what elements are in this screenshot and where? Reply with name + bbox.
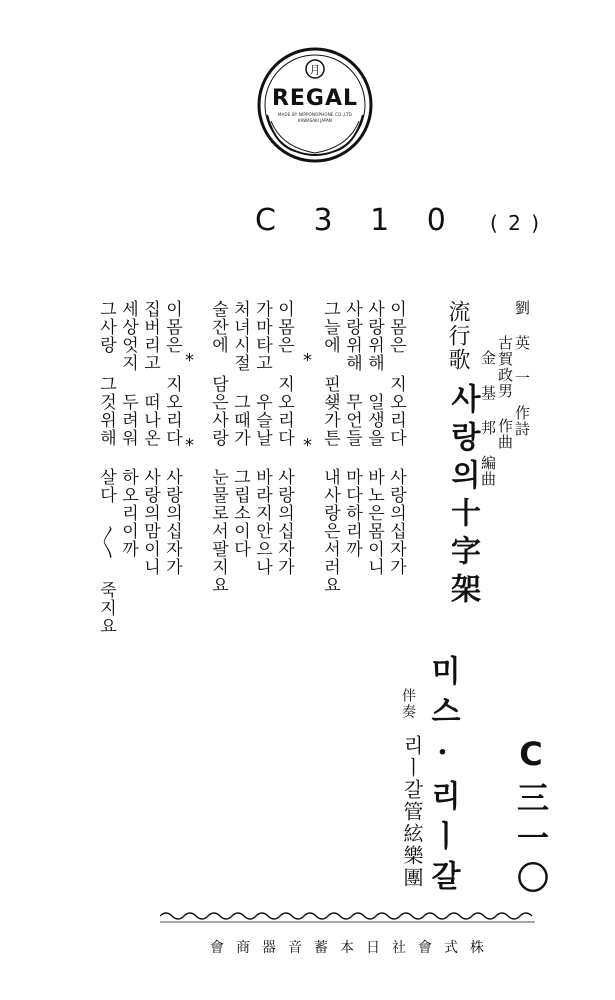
orchestra-name: 리ㅣ갈管絃樂團 (400, 735, 424, 889)
logo-brand-text: REGAL (271, 86, 359, 111)
company-name: 株式會社日本蓄音器商會 (210, 940, 496, 956)
wavy-divider (160, 910, 535, 926)
lyricist-credit: 劉 英 一 作詩 (513, 300, 531, 437)
performer-name: 미스·리ㅣ갈 (425, 655, 460, 900)
side-number: ( 2 ) (490, 211, 542, 235)
verse-3-line-2: 집버리고 떠나온 사랑의맘이니 (140, 300, 160, 576)
accompaniment-label: 伴奏 (400, 688, 416, 720)
verse-2-line-2: 가마타고 우슬날 바라지안으나 (252, 300, 272, 576)
verse-3-line-3: 세상엇지 두려워 하오리이까 (118, 300, 138, 558)
separator-star: * (185, 435, 194, 456)
composer-credit: 古賀政男 作曲 (496, 335, 514, 450)
verse-1-line-4: 그늘에 핀쇚가튼 내사랑은서러요 (320, 300, 340, 594)
arranger-credit: 金 基 邦 編曲 (479, 350, 497, 487)
song-title: 사랑의十字架 (445, 383, 480, 611)
separator-star: * (303, 350, 312, 371)
verse-1-line-3: 사랑위해 무언들 마다하리까 (342, 300, 362, 558)
verse-2-line-3: 처녀시절 그때가 그립소이다 (230, 300, 250, 558)
separator-star: * (303, 435, 312, 456)
verse-3-line-1: 이몸은 지오리다 사랑의십자가 (162, 300, 182, 576)
verse-3-line-4: 그사랑 그것위해 살다 〳〵 죽지요 (96, 300, 116, 635)
verse-1-line-2: 사랑위해 일생을 바노은몸이니 (364, 300, 384, 576)
catalog-number-vertical: C三一〇 (512, 735, 550, 901)
verse-1-line-1: 이몸은 지오리다 사랑의십자가 (386, 300, 406, 576)
separator-star: * (185, 350, 194, 371)
logo-subline: MADE BY NIPPONOPHONE CO.,LTD (277, 112, 353, 117)
logo-subline-2: KAWASAKI JAPAN (298, 118, 332, 123)
genre-label: 流行歌 (445, 300, 470, 372)
logo-emblem: 月 (309, 63, 321, 77)
catalog-number: C 3 1 0 (255, 203, 460, 238)
verse-2-line-1: 이몸은 지오리다 사랑의십자가 (274, 300, 294, 576)
verse-2-line-4: 술잔에 담은사랑 눈물로서팔지요 (208, 300, 228, 594)
